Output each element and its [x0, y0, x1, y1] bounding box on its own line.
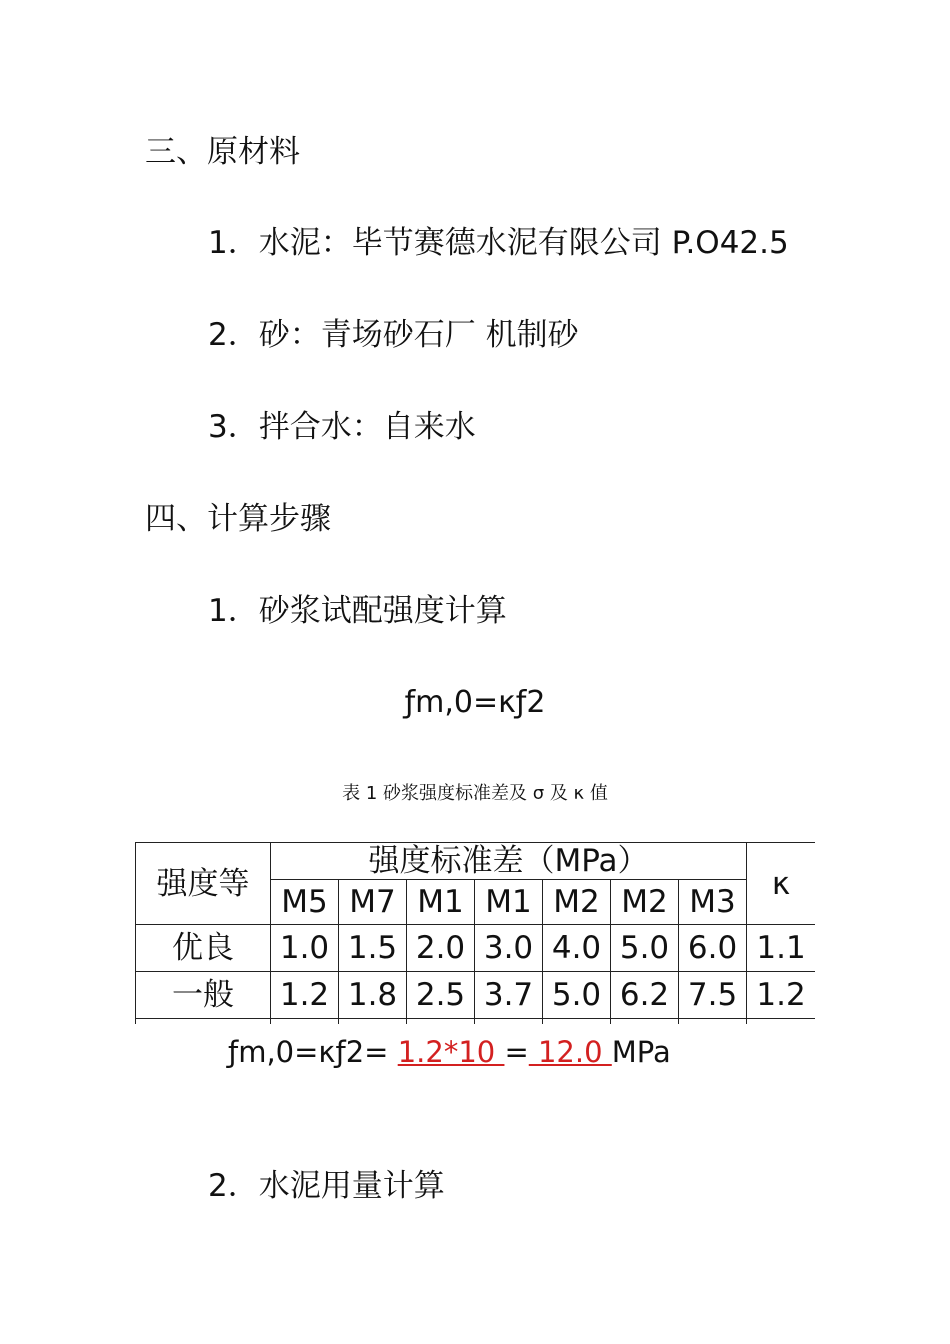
step-1-title: 1．砂浆试配强度计算 — [208, 593, 507, 629]
table-cell: 6.2 — [611, 972, 679, 1019]
formula: ƒm,0=κƒ2 — [404, 685, 546, 720]
result-prefix: ƒm,0=κƒ2= — [228, 1035, 398, 1069]
strength-table-wrapper — [135, 842, 815, 1024]
result-formula — [228, 1032, 671, 1072]
table-cell — [543, 1019, 611, 1025]
table-cell: 3.7 — [475, 972, 543, 1019]
k-cell: 1.1 — [747, 925, 815, 972]
grade-header: M2 — [543, 880, 611, 925]
table-cell: 5.0 — [543, 972, 611, 1019]
table-cell: 1.0 — [271, 925, 339, 972]
material-water: 3．拌合水：自来水 — [208, 409, 476, 445]
table-cell — [679, 1019, 747, 1025]
table-cell — [475, 1019, 543, 1025]
table-cell: 2.5 — [407, 972, 475, 1019]
table-caption: 表 1 砂浆强度标准差及 σ 及 κ 值 — [342, 783, 608, 804]
table-header-grade: 强度等 — [136, 843, 271, 925]
result-unit: MPa — [611, 1035, 671, 1069]
row-label: 一般 — [136, 972, 271, 1019]
grade-header: M1 — [407, 880, 475, 925]
grade-header: M7 — [339, 880, 407, 925]
table-cell: 1.8 — [339, 972, 407, 1019]
table-cell — [339, 1019, 407, 1025]
table-cell: 6.0 — [679, 925, 747, 972]
row-label — [136, 1019, 271, 1025]
grade-header: M2 — [611, 880, 679, 925]
table-cell: 5.0 — [611, 925, 679, 972]
k-cell — [747, 1019, 815, 1025]
table-cell: 3.0 — [475, 925, 543, 972]
k-cell: 1.2 — [747, 972, 815, 1019]
table-cell — [611, 1019, 679, 1025]
grade-header: M1 — [475, 880, 543, 925]
table-cell: 1.2 — [271, 972, 339, 1019]
result-equals: = — [504, 1035, 529, 1069]
table-header-k: κ — [747, 843, 815, 925]
section-title-raw-materials: 三、原材料 — [145, 134, 300, 170]
grade-header: M5 — [271, 880, 339, 925]
table-row — [136, 972, 816, 1019]
table-cell: 4.0 — [543, 925, 611, 972]
material-sand: 2．砂：青场砂石厂 机制砂 — [208, 317, 579, 353]
result-value: 12.0 — [528, 1035, 612, 1069]
table-cell — [407, 1019, 475, 1025]
table-cell: 7.5 — [679, 972, 747, 1019]
strength-table — [135, 842, 815, 1024]
material-cement: 1．水泥：毕节赛德水泥有限公司 P.O42.5 — [208, 225, 789, 261]
result-expression: 1.2*10 — [397, 1035, 505, 1069]
table-cell: 2.0 — [407, 925, 475, 972]
table-header-std-dev: 强度标准差（MPa） — [271, 843, 747, 880]
table-row — [136, 925, 816, 972]
table-cell: 1.5 — [339, 925, 407, 972]
table-row — [136, 1019, 816, 1025]
grade-header: M3 — [679, 880, 747, 925]
step-2-title: 2．水泥用量计算 — [208, 1168, 445, 1204]
table-cell — [271, 1019, 339, 1025]
row-label: 优良 — [136, 925, 271, 972]
section-title-calculation-steps: 四、计算步骤 — [145, 501, 331, 537]
